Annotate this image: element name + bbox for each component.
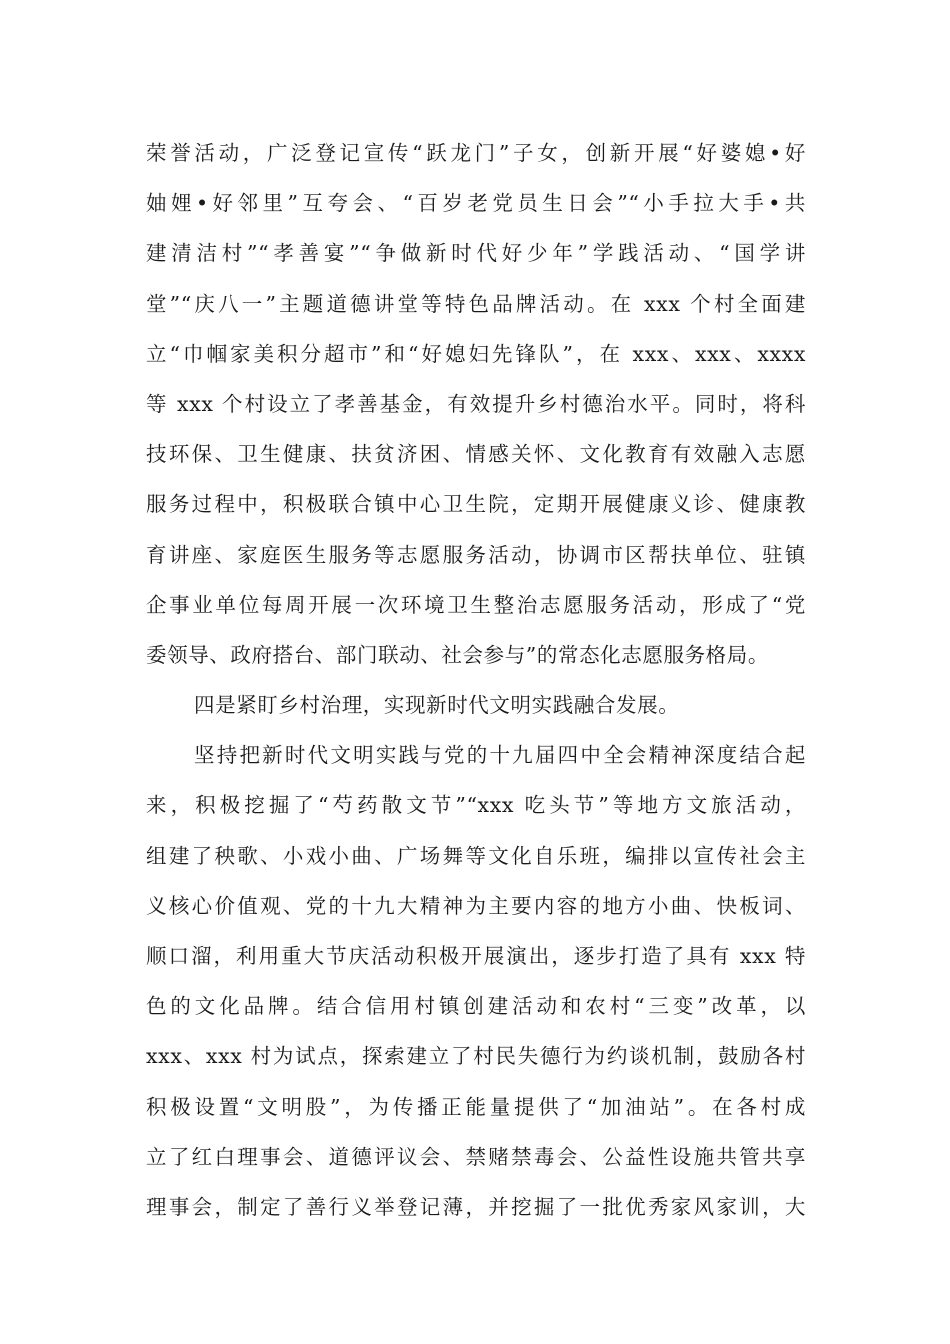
paragraph-1 bbox=[146, 128, 806, 680]
text-line: 来，积极挖掘了“芍药散文节”“xxx 吃头节”等地方文旅活动， bbox=[146, 793, 806, 818]
section-heading: 四是紧盯乡村治理，实现新时代文明实践融合发展。 bbox=[194, 693, 680, 718]
text-line: 荣誉活动，广泛登记宣传“跃龙门”子女，创新开展“好婆媳•好 bbox=[146, 141, 806, 165]
text-line: 技环保、卫生健康、扶贫济困、情感关怀、文化教育有效融入志愿 bbox=[146, 442, 806, 467]
text-line: 立了红白理事会、道德评议会、禁赌禁毒会、公益性设施共管共享 bbox=[146, 1144, 806, 1169]
text-line: 积极设置“文明股”，为传播正能量提供了“加油站”。在各村成 bbox=[146, 1094, 806, 1119]
text-line: 理事会，制定了善行义举登记薄，并挖掘了一批优秀家风家训，大 bbox=[146, 1194, 806, 1219]
text-line: 色的文化品牌。结合信用村镇创建活动和农村“三变”改革，以 bbox=[146, 994, 806, 1019]
text-line: 义核心价值观、党的十九大精神为主要内容的地方小曲、快板词、 bbox=[146, 893, 806, 918]
text-line: 等 xxx 个村设立了孝善基金，有效提升乡村德治水平。同时，将科 bbox=[146, 391, 806, 416]
text-line: 组建了秧歌、小戏小曲、广场舞等文化自乐班，编排以宣传社会主 bbox=[146, 843, 806, 868]
paragraph-2 bbox=[146, 730, 806, 1232]
text-line: 育讲座、家庭医生服务等志愿服务活动，协调市区帮扶单位、驻镇 bbox=[146, 542, 806, 567]
text-line: 委领导、政府搭台、部门联动、社会参与”的常态化志愿服务格局。 bbox=[146, 642, 769, 667]
text-line: 妯娌•好邻里”互夸会、“百岁老党员生日会”“小手拉大手•共 bbox=[146, 191, 806, 216]
text-line: xxx、xxx 村为试点，探索建立了村民失德行为约谈机制，鼓励各村 bbox=[146, 1044, 806, 1069]
text-line: 建清洁村”“孝善宴”“争做新时代好少年”学践活动、“国学讲 bbox=[146, 241, 806, 266]
document-body bbox=[146, 128, 806, 1232]
text-line: 坚持把新时代文明实践与党的十九届四中全会精神深度结合起 bbox=[194, 743, 806, 768]
text-line: 顺口溜，利用重大节庆活动积极开展演出，逐步打造了具有 xxx 特 bbox=[146, 944, 806, 968]
text-line: 立“巾帼家美积分超市”和“好媳妇先锋队”，在 xxx、xxx、xxxx bbox=[146, 341, 806, 366]
text-line: 企事业单位每周开展一次环境卫生整治志愿服务活动，形成了“党 bbox=[146, 592, 806, 617]
text-line: 服务过程中，积极联合镇中心卫生院，定期开展健康义诊、健康教 bbox=[146, 492, 806, 517]
text-line: 堂”“庆八一”主题道德讲堂等特色品牌活动。在 xxx 个村全面建 bbox=[146, 291, 806, 316]
